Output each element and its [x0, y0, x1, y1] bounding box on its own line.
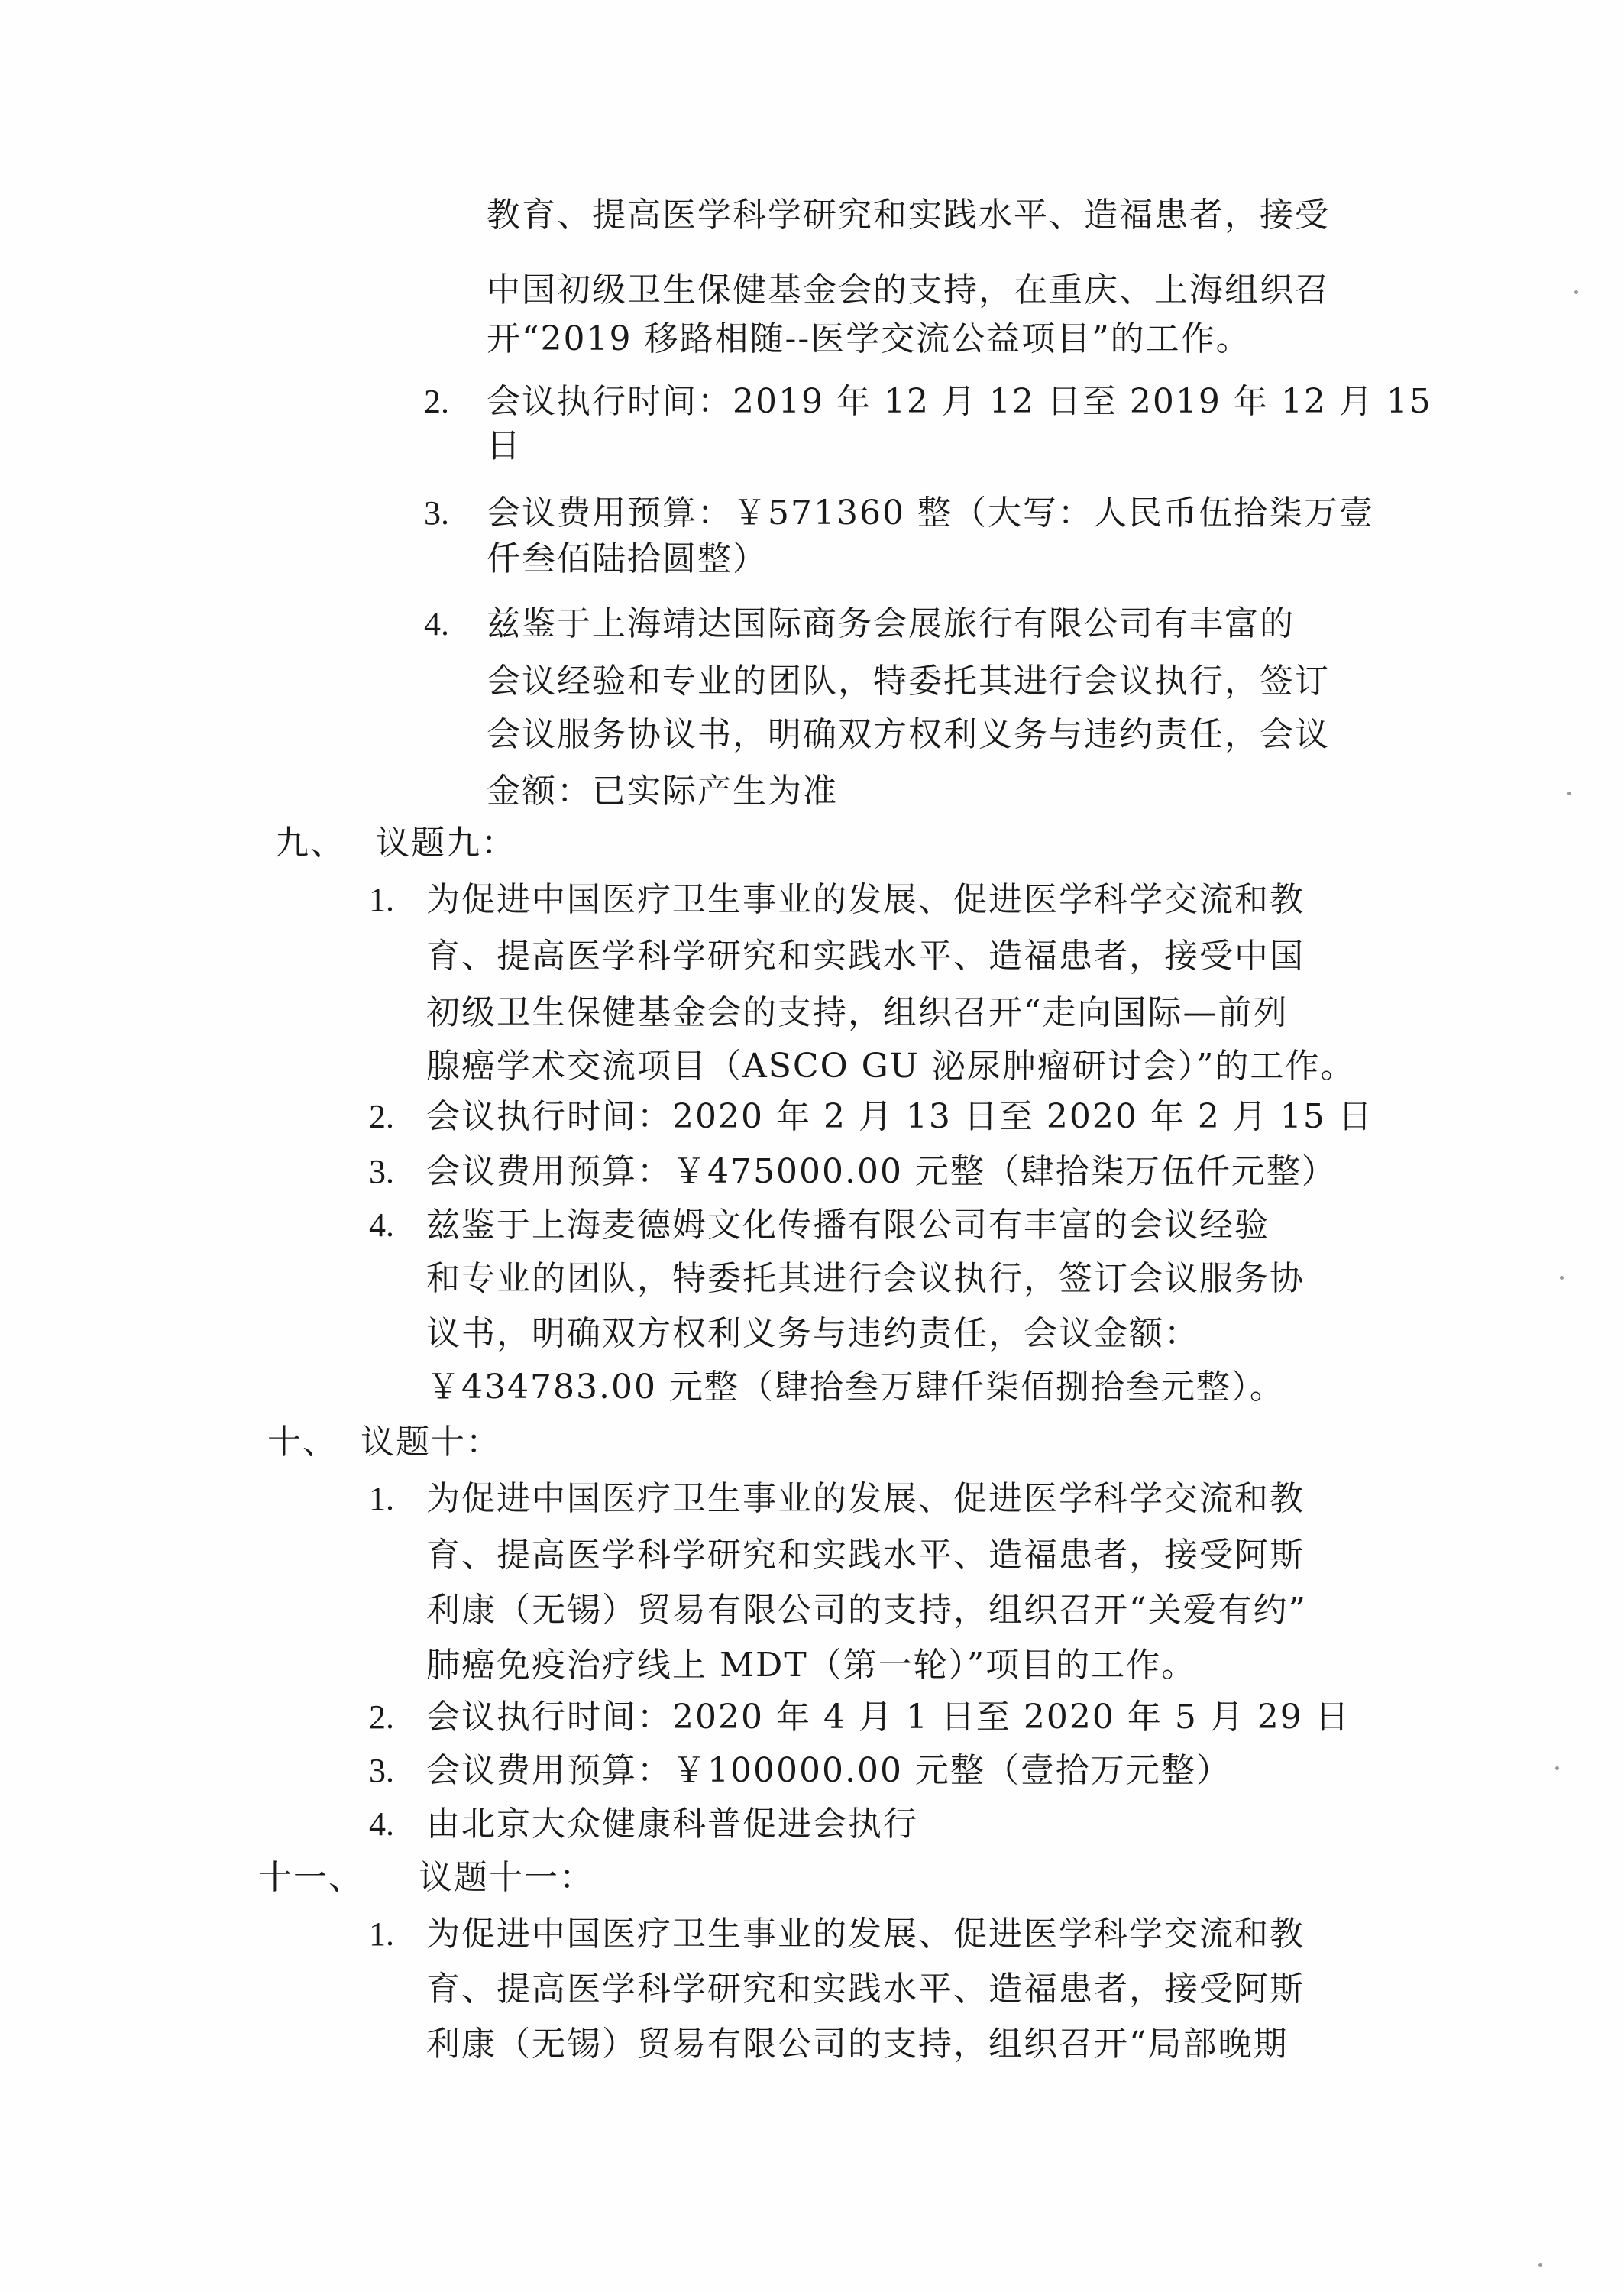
scan-speck	[1567, 792, 1571, 795]
item-line: 金额：已实际产生为准	[487, 772, 838, 811]
item-line: 利康（无锡）贸易有限公司的支持，组织召开“关爱有约”	[426, 1591, 1307, 1630]
item-line: 议书，明确双方权利义务与违约责任，会议金额：	[426, 1314, 1199, 1353]
scan-speck	[1574, 290, 1578, 294]
scan-speck	[1555, 1766, 1559, 1770]
item-line: 日	[487, 426, 522, 465]
item-number: 2.	[424, 383, 449, 420]
section-title: 议题九：	[376, 824, 516, 863]
item-line: 育、提高医学科学研究和实践水平、造福患者，接受中国	[426, 937, 1305, 976]
item-number: 3.	[369, 1752, 394, 1789]
item-line: 会议执行时间：2019 年 12 月 12 日至 2019 年 12 月 15	[487, 382, 1432, 421]
item-number: 1.	[369, 881, 394, 918]
item-line: 仟叁佰陆拾圆整）	[487, 539, 768, 578]
section-index: 十、	[267, 1423, 338, 1462]
item-line: 腺癌学术交流项目（ASCO GU 泌尿肿瘤研讨会）”的工作。	[426, 1047, 1356, 1086]
section-index: 九、	[275, 824, 345, 863]
item-line: ￥434783.00 元整（肆拾叁万肆仟柒佰捌拾叁元整）。	[426, 1368, 1285, 1407]
item-line: 为促进中国医疗卫生事业的发展、促进医学科学交流和教	[426, 1915, 1305, 1954]
item-line: 利康（无锡）贸易有限公司的支持，组织召开“局部晚期	[426, 2025, 1289, 2064]
item-number: 3.	[369, 1153, 394, 1190]
section-title: 议题十：	[361, 1423, 501, 1462]
item-line: 和专业的团队，特委托其进行会议执行，签订会议服务协	[426, 1259, 1305, 1298]
scan-speck	[1560, 1276, 1564, 1280]
item-line: 育、提高医学科学研究和实践水平、造福患者，接受阿斯	[426, 1536, 1305, 1575]
section-title: 议题十一：	[419, 1858, 594, 1897]
intro-line: 中国初级卫生保健基金会的支持，在重庆、上海组织召	[487, 270, 1330, 309]
item-number: 1.	[369, 1915, 394, 1953]
item-line: 由北京大众健康科普促进会执行	[426, 1805, 918, 1844]
item-line: 育、提高医学科学研究和实践水平、造福患者，接受阿斯	[426, 1970, 1305, 2009]
item-line: 会议费用预算：￥475000.00 元整（肆拾柒万伍仟元整）	[426, 1152, 1337, 1191]
intro-line: 教育、提高医学科学研究和实践水平、造福患者，接受	[487, 196, 1330, 235]
item-number: 1.	[369, 1480, 394, 1517]
item-line: 会议经验和专业的团队，特委托其进行会议执行，签订	[487, 662, 1330, 701]
item-number: 2.	[369, 1698, 394, 1736]
item-line: 兹鉴于上海靖达国际商务会展旅行有限公司有丰富的	[487, 604, 1295, 643]
item-number: 2.	[369, 1098, 394, 1135]
item-line: 会议费用预算：￥100000.00 元整（壹拾万元整）	[426, 1751, 1231, 1790]
section-index: 十一、	[258, 1858, 364, 1897]
item-line: 为促进中国医疗卫生事业的发展、促进医学科学交流和教	[426, 1479, 1305, 1518]
item-line: 会议执行时间：2020 年 2 月 13 日至 2020 年 2 月 15 日	[426, 1097, 1373, 1136]
item-line: 肺癌免疫治疗线上 MDT（第一轮）”项目的工作。	[426, 1646, 1197, 1685]
item-line: 兹鉴于上海麦德姆文化传播有限公司有丰富的会议经验	[426, 1206, 1270, 1245]
item-number: 4.	[369, 1805, 394, 1843]
intro-line: 开“2019 移路相随--医学交流公益项目”的工作。	[487, 319, 1251, 358]
item-line: 会议费用预算：￥571360 整（大写：人民币伍拾柒万壹	[487, 494, 1374, 533]
item-number: 4.	[424, 605, 449, 643]
scan-speck	[1538, 2263, 1542, 2267]
item-line: 会议执行时间：2020 年 4 月 1 日至 2020 年 5 月 29 日	[426, 1698, 1351, 1737]
item-line: 会议服务协议书，明确双方权利义务与违约责任，会议	[487, 715, 1330, 754]
item-number: 3.	[424, 494, 449, 532]
item-number: 4.	[369, 1206, 394, 1244]
item-line: 为促进中国医疗卫生事业的发展、促进医学科学交流和教	[426, 880, 1305, 919]
item-line: 初级卫生保健基金会的支持，组织召开“走向国际—前列	[426, 993, 1289, 1032]
